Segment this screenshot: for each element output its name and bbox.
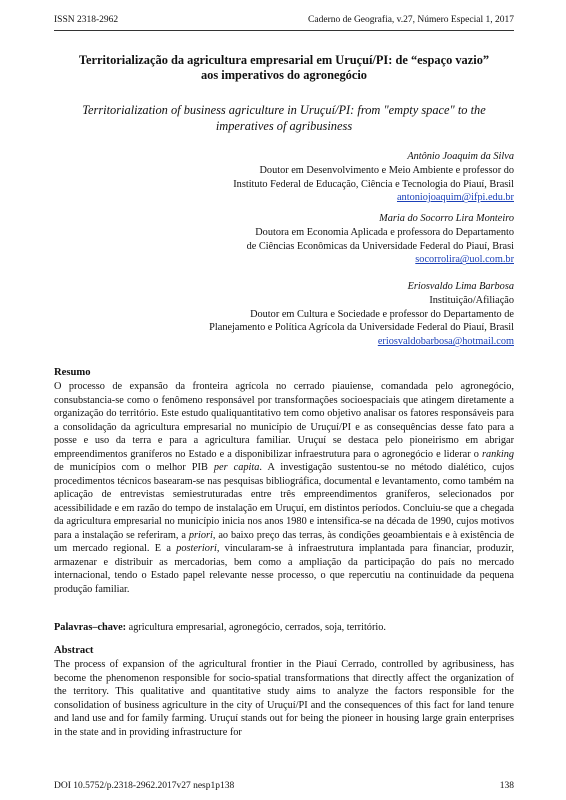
page-number: 138 xyxy=(499,781,514,791)
resumo-text-1: O processo de expansão da fronteira agrícola no cerrado piauiense, comandada pelo agronegócio, consubstancia-se como o fenômeno responsável por transformações socioespaciais que atingem diretamente a organização do território. Este estudo qualiquantitativo tem como objetivo analisar os fatores responsáveis para a consolidação da agricultura empresarial no município de Uruçuí/PI e as consequências desse fato para a posse e uso da terra e para a agricultura familiar. Uruçuí se destaca pelo pioneirismo em abrigar empreendimentos graníferos no Estado e a disponibilizar infraestrutura para o agronegócio e liderar o xyxy=(54,381,514,460)
author-email-link[interactable]: eriosvaldobarbosa@hotmail.com xyxy=(377,336,514,348)
author-affiliation: Doutora em Economia Aplicada e professora do Departamento xyxy=(255,226,514,238)
journal-citation: Caderno de Geografia, v.27, Número Especial 1, 2017 xyxy=(308,15,514,25)
author-block xyxy=(54,280,514,349)
resumo-paragraph xyxy=(54,380,514,596)
issn: ISSN 2318-2962 xyxy=(54,15,119,25)
title-en-line-1: Territorialization of business agriculture in Uruçuí/PI: from "empty space" to the xyxy=(82,103,486,117)
author-block xyxy=(54,212,514,267)
author-email-link[interactable]: socorrolira@uol.com.br xyxy=(415,254,514,266)
resumo-italic-priori: priori xyxy=(188,529,213,541)
paper-title xyxy=(54,53,514,83)
abstract-paragraph: The process of expansion of the agricultural frontier in the Piauí Cerrado, controlled by agribusiness, has become the phenomenon responsible for socio-spatial transformations that directly affect the organization of the territory. This qualitative and quantitative study aims to analyze the factors responsible for the consolidation of business agriculture in the city of Uruçuí/PI and the consequences of this fact for land tenure and land use and for family farming. Uruçuí stands out for being the pioneer in housing large grain enterprises in the state and in providing infrastructure for xyxy=(54,659,514,738)
resumo-text-2: de municípios com o melhor PIB xyxy=(54,462,214,473)
author-name: Maria do Socorro Lira Monteiro xyxy=(379,213,514,224)
paper-title-english xyxy=(54,102,514,134)
author-block xyxy=(54,150,514,205)
author-affiliation: Doutor em Desenvolvimento e Meio Ambiente e professor do xyxy=(259,164,514,176)
keywords xyxy=(54,621,514,635)
author-affiliation: Planejamento e Política Agrícola da Universidade Federal do Piauí, Brasil xyxy=(209,322,514,334)
abstract-heading: Abstract xyxy=(54,645,94,656)
resumo-text-3: . A investigação sustentou-se no método dialético, cujos procedimentos técnicos basearam-se nas pesquisas bibliográfica, documental e levantamento, como também na aplicação de entrevistas semiestruturadas entre três empreendimentos graníferos, selecionados por acessibilidade e em razão do tempo de instalação em Uruçuí, em distintos períodos. Concluiu-se que a chegada da agricultura empresarial no município inicia nos anos 1980 e intensifica-se na década de 1990, cujos motivos para a instalação se referiram, a xyxy=(54,462,514,541)
resumo-text-5: , vincularam-se à infraestrutura implantada para financiar, produzir, armazenar e distribuir as mercadorias, bem como a ampliação da participação do país no mercado internacional, tendo o Estado papel relevante nesse processo, o que repercutiu na continuidade da pequena produção familiar. xyxy=(54,543,514,595)
keywords-label: Palavras–chave: xyxy=(54,622,127,633)
author-institution-label: Instituição/Afiliação xyxy=(429,294,514,306)
title-line-1: Territorialização da agricultura empresarial em Uruçuí/PI: de “espaço vazio” xyxy=(78,53,490,67)
doi: DOI 10.5752/p.2318-2962.2017v27 nesp1p138 xyxy=(54,781,235,791)
title-line-2: aos imperativos do agronegócio xyxy=(200,68,367,82)
page-header xyxy=(54,14,514,31)
title-en-line-2: imperatives of agribusiness xyxy=(215,119,353,133)
author-affiliation: Doutor em Cultura e Sociedade e professor do Departamento de xyxy=(250,308,514,320)
resumo-italic-per-capita: per capita xyxy=(213,462,260,473)
author-affiliation: Instituto Federal de Educação, Ciência e Tecnologia do Piauí, Brasil xyxy=(233,178,514,190)
author-name: Antônio Joaquim da Silva xyxy=(407,151,514,162)
resumo-heading: Resumo xyxy=(54,367,91,378)
author-affiliation: de Ciências Econômicas da Universidade Federal do Piauí, Brasi xyxy=(246,240,514,252)
resumo-text-4: , ao baixo preço das terras, às condições geoambientais e à existência de um mercado regional. E a xyxy=(54,529,515,554)
keywords-text: agricultura empresarial, agronegócio, cerrados, soja, território. xyxy=(126,622,386,633)
resumo-italic-ranking: ranking xyxy=(481,448,514,460)
author-email-link[interactable]: antoniojoaquim@ifpi.edu.br xyxy=(396,192,514,204)
author-name: Eriosvaldo Lima Barbosa xyxy=(407,281,514,292)
resumo-italic-posteriori: posteriori xyxy=(176,543,217,554)
